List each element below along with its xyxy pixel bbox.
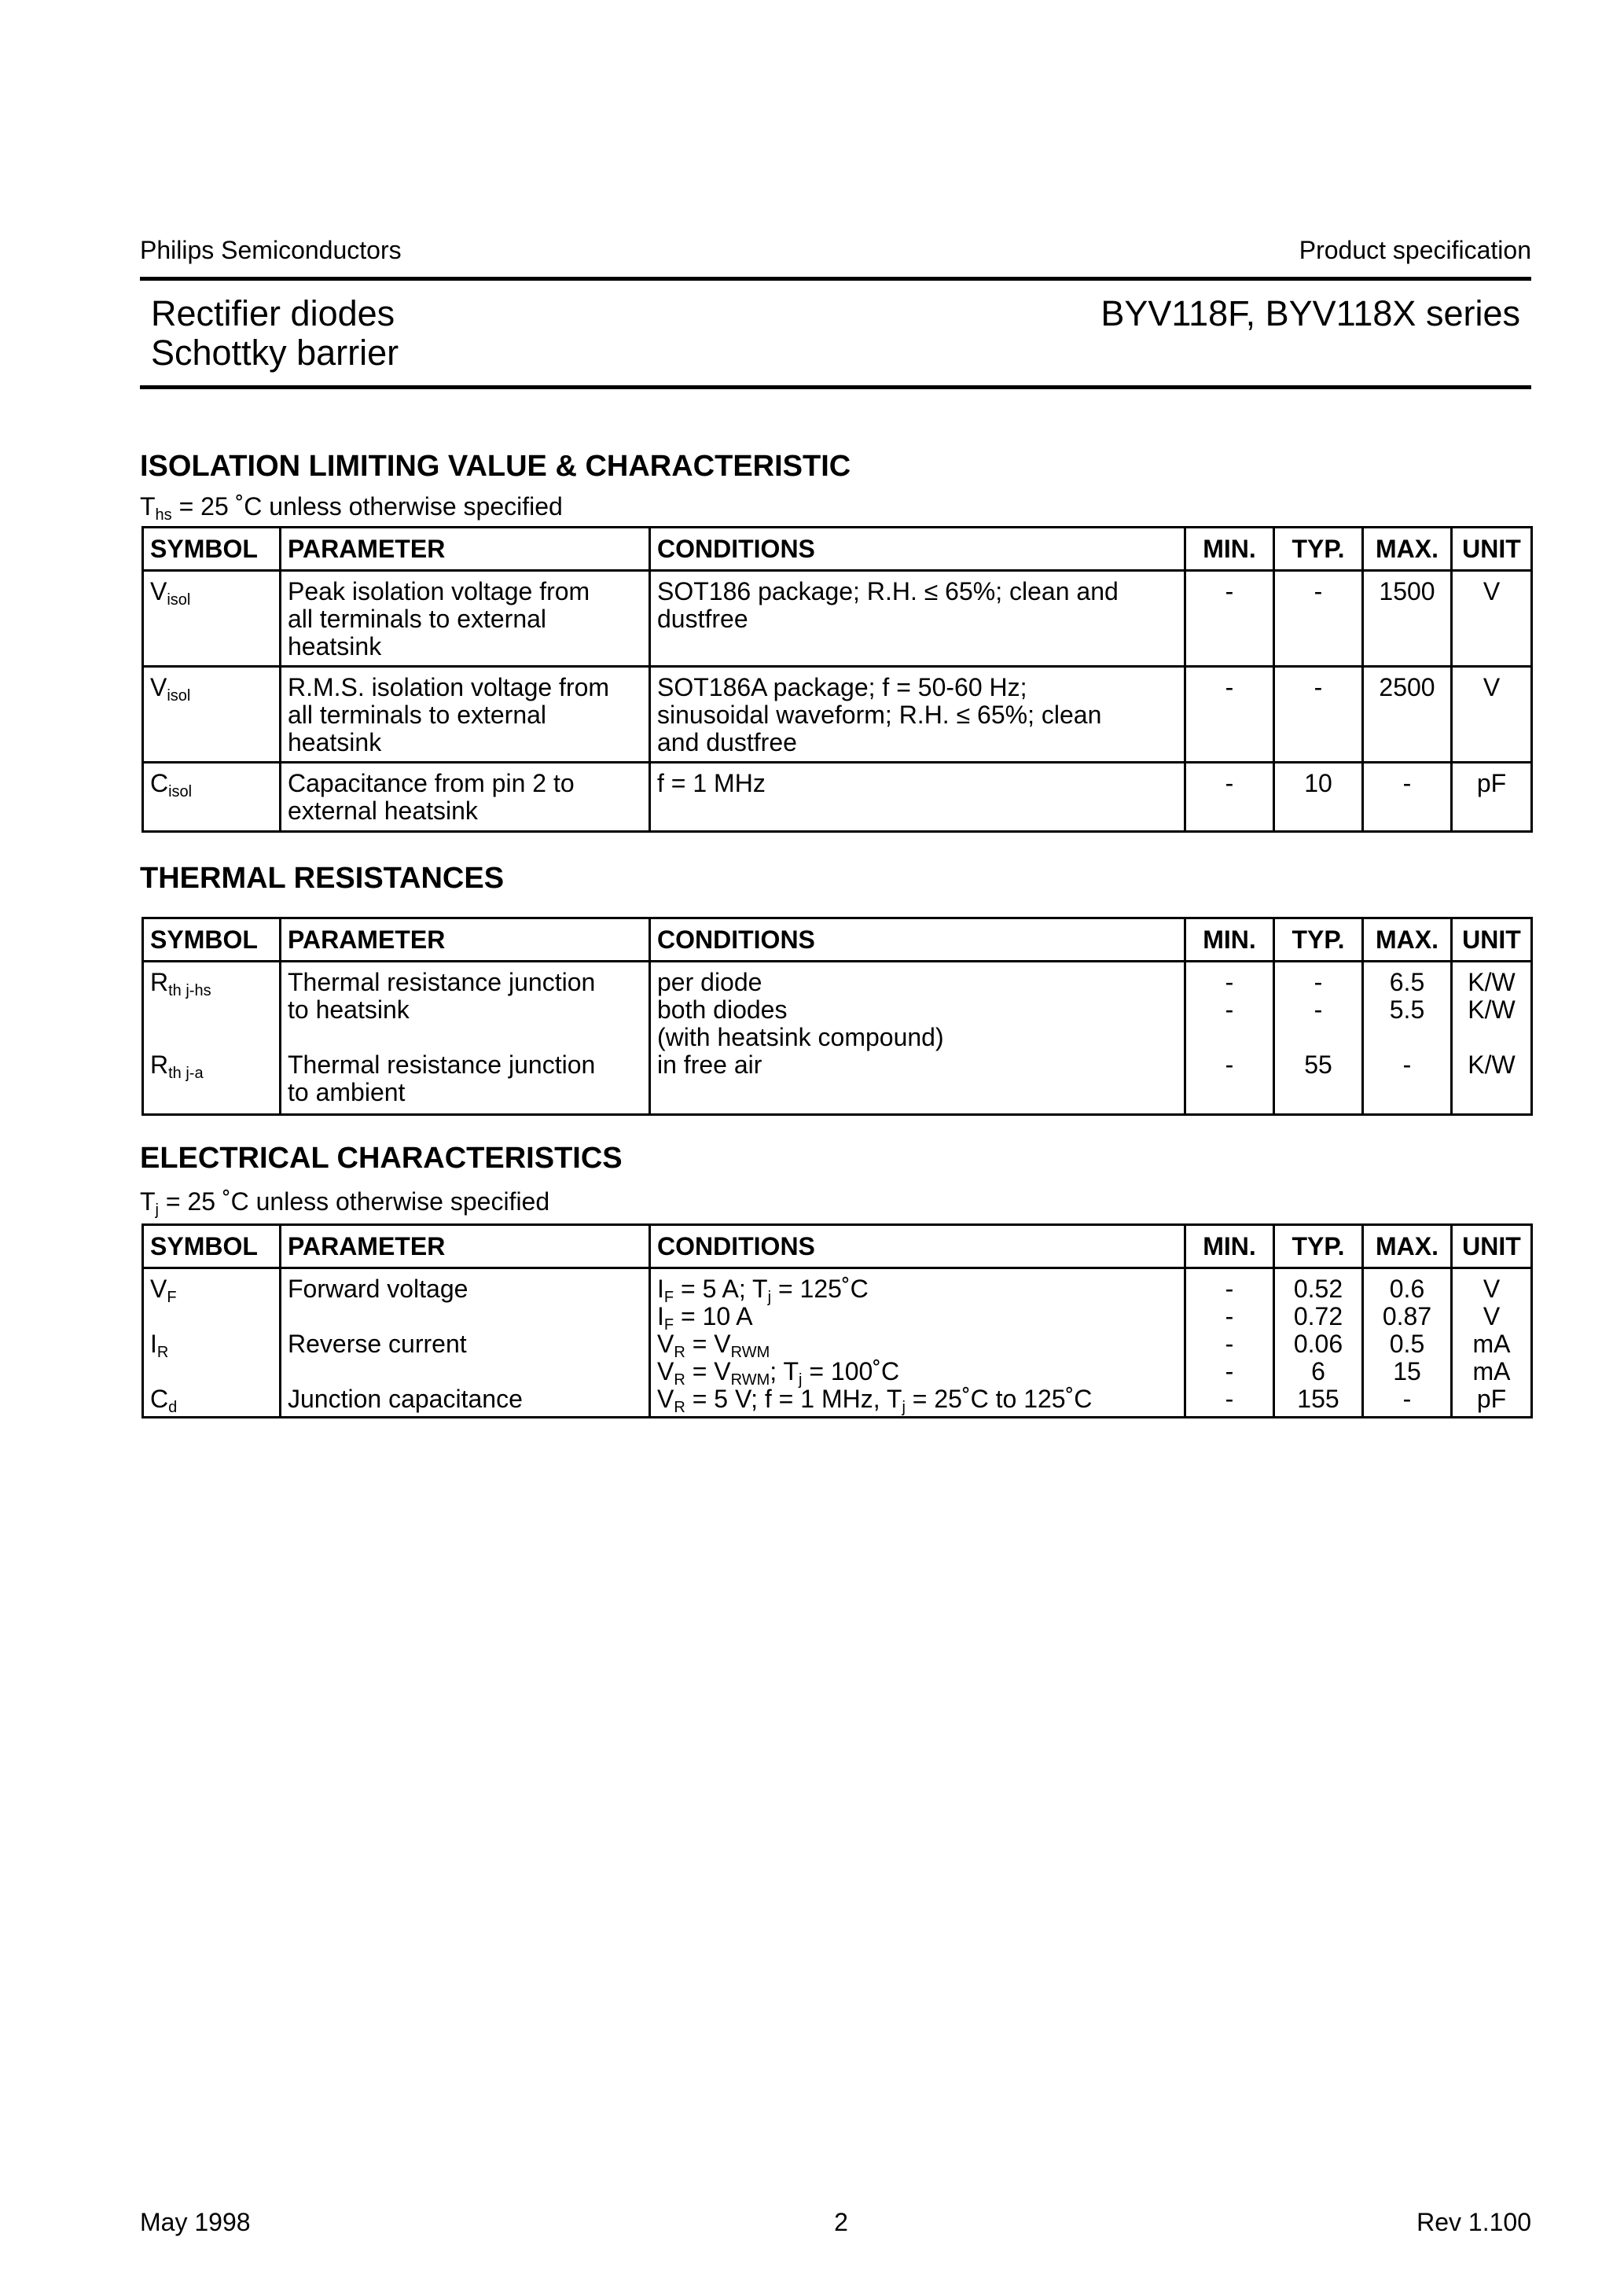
symbol-cell: $C_{isol}$	[143, 763, 281, 832]
col-parameter: PARAMETER	[281, 528, 650, 571]
thermal-section-title: THERMAL RESISTANCES	[140, 862, 505, 895]
product-title	[151, 294, 399, 373]
col-conditions: CONDITIONS	[650, 528, 1185, 571]
col-unit: UNIT	[1452, 918, 1532, 962]
table-row	[143, 667, 1532, 763]
typ-cell: 10	[1274, 763, 1363, 832]
col-conditions: CONDITIONS	[650, 918, 1185, 962]
conditions-cell: per diode both diodes (with heatsink compound) in free air	[650, 962, 1185, 1115]
table-row	[143, 1268, 1532, 1418]
typ-cell: -	[1274, 571, 1363, 667]
parameter-cell: Capacitance from pin 2 to external heatsink	[281, 763, 650, 832]
isolation-condition-note: $T_{hs} = 25$ ˚C unless otherwise specified	[140, 492, 563, 524]
col-min: MIN.	[1185, 1225, 1274, 1268]
parameter-cell: Forward voltage Reverse current Junction capacitance	[281, 1268, 650, 1418]
parameter-cell: Peak isolation voltage from all terminals to external heatsink	[281, 571, 650, 667]
isolation-table	[141, 526, 1533, 833]
unit-cell: V V mA mA pF	[1452, 1268, 1532, 1418]
conditions-cell: f = 1 MHz	[650, 763, 1185, 832]
conditions-cell: SOT186 package; R.H. ≤ 65%; clean and dustfree	[650, 571, 1185, 667]
unit-cell: V	[1452, 667, 1532, 763]
col-max: MAX.	[1363, 1225, 1452, 1268]
max-cell: 0.6 0.87 0.5 15 -	[1363, 1268, 1452, 1418]
col-max: MAX.	[1363, 528, 1452, 571]
col-min: MIN.	[1185, 528, 1274, 571]
symbol-cell: $V_F$ $I_R$ $C_d$	[143, 1268, 281, 1418]
col-symbol: SYMBOL	[143, 528, 281, 571]
conditions-cell: SOT186A package; f = 50-60 Hz; sinusoidal waveform; R.H. ≤ 65%; clean and dustfree	[650, 667, 1185, 763]
min-cell: -	[1185, 571, 1274, 667]
min-cell: - - -	[1185, 962, 1274, 1115]
header-rule-bottom	[140, 385, 1531, 389]
max-cell: -	[1363, 763, 1452, 832]
unit-cell: pF	[1452, 763, 1532, 832]
max-cell: 6.5 5.5 -	[1363, 962, 1452, 1115]
col-typ: TYP.	[1274, 528, 1363, 571]
col-unit: UNIT	[1452, 528, 1532, 571]
symbol-cell: $R_{th j-hs}$ $R_{th j-a}$	[143, 962, 281, 1115]
table-header-row	[143, 918, 1532, 962]
document-type: Product specification	[1299, 236, 1531, 264]
col-symbol: SYMBOL	[143, 918, 281, 962]
conditions-cell: $I_F = 5$ A; $T_j$ = 125˚C $I_F = 10$ A $V_R = V_{RWM}$ $V_R = V_{RWM}$; $T_j$ = 100˚C $V_R = 5$ V; f = 1 MHz, $T_j$ = 25˚C to 125˚C	[650, 1268, 1185, 1418]
min-cell: -	[1185, 667, 1274, 763]
thermal-table	[141, 917, 1533, 1116]
footer-page-number: 2	[834, 2208, 848, 2236]
part-number: BYV118F, BYV118X series	[1100, 293, 1520, 333]
min-cell: - - - - -	[1185, 1268, 1274, 1418]
col-parameter: PARAMETER	[281, 1225, 650, 1268]
product-title-line1: Rectifier diodes	[151, 293, 395, 333]
table-row	[143, 763, 1532, 832]
col-typ: TYP.	[1274, 918, 1363, 962]
table-row	[143, 962, 1532, 1115]
table-row	[143, 571, 1532, 667]
table-header-row	[143, 528, 1532, 571]
electrical-table	[141, 1223, 1533, 1418]
header-rule-top	[140, 277, 1531, 281]
col-max: MAX.	[1363, 918, 1452, 962]
product-title-line2: Schottky barrier	[151, 333, 399, 373]
electrical-section-title: ELECTRICAL CHARACTERISTICS	[140, 1142, 623, 1175]
typ-cell: 0.52 0.72 0.06 6 155	[1274, 1268, 1363, 1418]
max-cell: 1500	[1363, 571, 1452, 667]
symbol-cell: $V_{isol}$	[143, 667, 281, 763]
table-header-row	[143, 1225, 1532, 1268]
parameter-cell: R.M.S. isolation voltage from all terminals to external heatsink	[281, 667, 650, 763]
max-cell: 2500	[1363, 667, 1452, 763]
footer-revision: Rev 1.100	[1416, 2208, 1531, 2236]
parameter-cell: Thermal resistance junction to heatsink Thermal resistance junction to ambient	[281, 962, 650, 1115]
col-typ: TYP.	[1274, 1225, 1363, 1268]
col-symbol: SYMBOL	[143, 1225, 281, 1268]
footer-date: May 1998	[140, 2208, 251, 2236]
unit-cell: K/W K/W K/W	[1452, 962, 1532, 1115]
typ-cell: - - 55	[1274, 962, 1363, 1115]
col-parameter: PARAMETER	[281, 918, 650, 962]
company-name: Philips Semiconductors	[140, 236, 402, 264]
col-conditions: CONDITIONS	[650, 1225, 1185, 1268]
min-cell: -	[1185, 763, 1274, 832]
unit-cell: V	[1452, 571, 1532, 667]
symbol-cell: $V_{isol}$	[143, 571, 281, 667]
col-min: MIN.	[1185, 918, 1274, 962]
typ-cell: -	[1274, 667, 1363, 763]
isolation-section-title: ISOLATION LIMITING VALUE & CHARACTERISTIC	[140, 450, 851, 483]
electrical-condition-note: $T_j = 25$ ˚C unless otherwise specified	[140, 1187, 550, 1219]
col-unit: UNIT	[1452, 1225, 1532, 1268]
